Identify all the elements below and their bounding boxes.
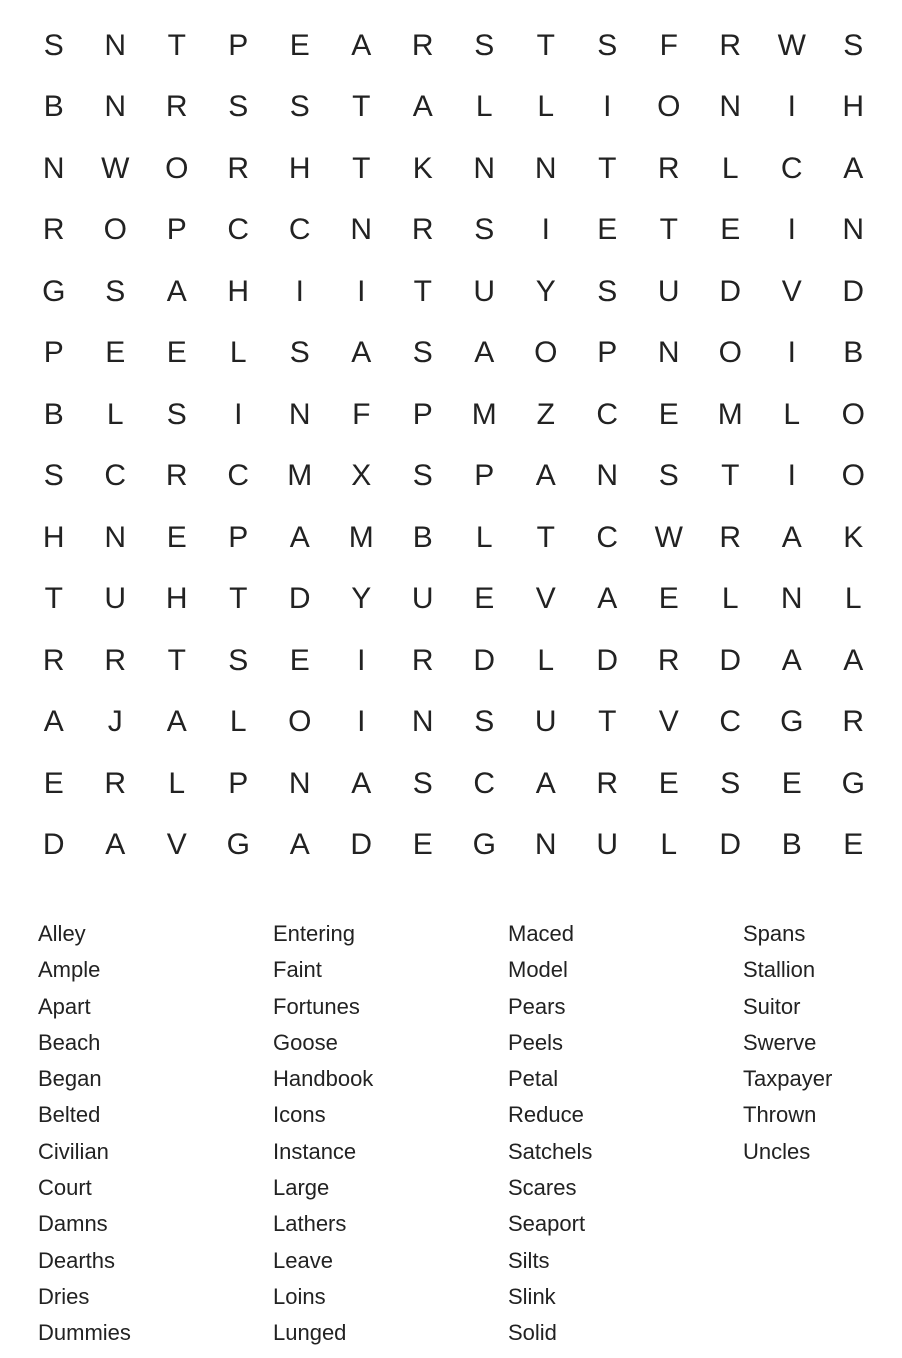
grid-cell[interactable]: S <box>105 274 126 308</box>
grid-cell[interactable]: N <box>288 397 311 431</box>
grid-cell[interactable]: I <box>603 90 612 124</box>
grid-cell[interactable]: I <box>787 336 796 370</box>
grid-cell[interactable]: I <box>295 274 304 308</box>
grid-cell[interactable]: N <box>657 336 680 370</box>
word-list-item: Scares <box>508 1175 577 1201</box>
grid-cell[interactable]: D <box>42 828 65 862</box>
grid-cell[interactable]: E <box>289 643 310 677</box>
grid-cell[interactable]: J <box>107 705 123 739</box>
grid-cell[interactable]: U <box>534 705 557 739</box>
grid-cell[interactable]: S <box>228 90 249 124</box>
grid-cell[interactable]: O <box>288 705 312 739</box>
grid-cell[interactable]: H <box>842 90 865 124</box>
grid-cell[interactable]: H <box>165 582 188 616</box>
grid-cell[interactable]: T <box>352 90 371 124</box>
grid-cell[interactable]: I <box>787 213 796 247</box>
word-list-item: Beach <box>38 1029 101 1055</box>
grid-cell[interactable]: L <box>783 397 801 431</box>
grid-cell[interactable]: N <box>780 582 803 616</box>
grid-cell[interactable]: D <box>350 828 373 862</box>
grid-cell[interactable]: R <box>411 28 434 62</box>
grid-cell[interactable]: R <box>42 643 65 677</box>
grid-cell[interactable]: D <box>473 643 496 677</box>
word-list-item: Entering <box>273 921 355 946</box>
grid-cell[interactable]: R <box>411 213 434 247</box>
grid-cell[interactable]: U <box>473 274 496 308</box>
word-list-item: Leave <box>273 1247 333 1273</box>
word-list-item: Thrown <box>743 1102 817 1128</box>
grid-cell[interactable]: T <box>536 520 555 554</box>
word-list-item: Dummies <box>38 1320 131 1346</box>
grid-cell[interactable]: R <box>719 520 742 554</box>
grid-cell[interactable]: K <box>412 151 433 185</box>
grid-cell[interactable]: M <box>348 520 374 554</box>
word-list-column <box>743 916 902 1352</box>
grid-cell[interactable]: N <box>288 766 311 800</box>
grid-cell[interactable]: E <box>843 828 864 862</box>
grid-cell[interactable]: T <box>598 151 617 185</box>
grid-cell[interactable]: G <box>841 766 865 800</box>
grid-cell[interactable]: P <box>166 213 187 247</box>
grid-cell[interactable]: A <box>289 520 310 554</box>
grid-cell[interactable]: E <box>720 213 741 247</box>
grid-cell[interactable]: E <box>105 336 126 370</box>
grid-cell[interactable]: W <box>777 28 806 62</box>
grid-cell[interactable]: R <box>165 90 188 124</box>
grid-cell[interactable]: S <box>166 397 187 431</box>
grid-cell[interactable]: O <box>534 336 558 370</box>
grid-cell[interactable]: D <box>596 643 619 677</box>
grid-cell[interactable]: P <box>474 459 495 493</box>
grid-cell[interactable]: L <box>106 397 124 431</box>
grid-cell[interactable]: P <box>228 766 249 800</box>
word-list-item: Maced <box>508 921 575 946</box>
grid-cell[interactable]: D <box>719 828 742 862</box>
grid-cell[interactable]: T <box>536 28 555 62</box>
word-list-item: Taxpayer <box>743 1066 833 1092</box>
word-list-column <box>508 916 743 1352</box>
grid-cell[interactable]: S <box>474 705 495 739</box>
grid-cell[interactable]: S <box>720 766 741 800</box>
grid-cell[interactable]: U <box>596 828 619 862</box>
grid-cell[interactable]: S <box>412 336 433 370</box>
grid-cell[interactable]: A <box>843 643 864 677</box>
grid-cell[interactable]: O <box>165 151 189 185</box>
word-list-item: Loins <box>273 1283 326 1309</box>
grid-cell[interactable]: F <box>659 28 678 62</box>
grid-cell[interactable]: S <box>597 28 618 62</box>
grid-cell[interactable]: B <box>843 336 864 370</box>
grid-cell[interactable]: R <box>104 766 127 800</box>
word-list-item: Uncles <box>743 1138 811 1164</box>
grid-cell[interactable]: S <box>843 28 864 62</box>
grid-cell[interactable]: L <box>168 766 186 800</box>
grid-cell[interactable]: E <box>658 397 679 431</box>
grid-cell[interactable]: M <box>717 397 743 431</box>
grid-cell[interactable]: E <box>412 828 433 862</box>
grid-cell[interactable]: R <box>411 643 434 677</box>
word-list-item: Belted <box>38 1102 101 1128</box>
grid-cell[interactable]: N <box>104 28 127 62</box>
grid-cell[interactable]: R <box>165 459 188 493</box>
grid-cell[interactable]: N <box>473 151 496 185</box>
word-list-item: Fortunes <box>273 993 360 1019</box>
grid-cell[interactable]: F <box>352 397 371 431</box>
word-list-item: Handbook <box>273 1066 374 1092</box>
grid-cell[interactable]: H <box>42 520 65 554</box>
word-list-item: Instance <box>273 1138 357 1164</box>
word-list-item: Large <box>273 1175 330 1201</box>
word-list-item: Petal <box>508 1066 559 1092</box>
grid-cell[interactable]: A <box>166 705 187 739</box>
grid-cell[interactable]: N <box>411 705 434 739</box>
grid-cell[interactable]: A <box>535 459 556 493</box>
word-list-item: Stallion <box>743 957 816 983</box>
grid-cell[interactable]: V <box>781 274 802 308</box>
grid-cell[interactable]: R <box>657 151 680 185</box>
word-list-item: Ample <box>38 957 101 983</box>
grid-cell[interactable]: C <box>473 766 496 800</box>
grid-cell[interactable]: X <box>351 459 372 493</box>
grid-cell[interactable]: M <box>287 459 313 493</box>
grid-cell[interactable]: E <box>658 582 679 616</box>
grid-cell[interactable]: L <box>844 582 862 616</box>
word-list-item: Seaport <box>508 1211 586 1237</box>
grid-cell[interactable]: S <box>597 274 618 308</box>
grid-cell[interactable]: L <box>721 151 739 185</box>
grid-cell[interactable]: D <box>719 643 742 677</box>
grid-cell[interactable]: S <box>474 213 495 247</box>
grid-cell[interactable]: I <box>234 397 243 431</box>
grid-cell[interactable]: W <box>101 151 130 185</box>
grid-cell[interactable]: P <box>412 397 433 431</box>
grid-cell[interactable]: G <box>472 828 496 862</box>
grid-cell[interactable]: S <box>228 643 249 677</box>
word-list-item: Satchels <box>508 1138 593 1164</box>
grid-cell[interactable]: I <box>787 90 796 124</box>
word-list <box>38 916 898 1352</box>
word-list-item: Damns <box>38 1211 108 1237</box>
grid-cell[interactable]: B <box>412 520 433 554</box>
grid-cell[interactable]: B <box>781 828 802 862</box>
grid-cell[interactable]: S <box>43 28 64 62</box>
grid-cell[interactable]: E <box>474 582 495 616</box>
grid-cell[interactable]: O <box>841 459 865 493</box>
grid-cell[interactable]: L <box>475 520 493 554</box>
grid-cell[interactable]: S <box>43 459 64 493</box>
word-list-item: Goose <box>273 1029 338 1055</box>
word-list-item: Dries <box>38 1283 90 1309</box>
word-list-item: Civilian <box>38 1138 109 1164</box>
grid-cell[interactable]: E <box>781 766 802 800</box>
grid-cell[interactable]: M <box>471 397 497 431</box>
grid-cell[interactable]: S <box>289 336 310 370</box>
word-list-item: Reduce <box>508 1102 584 1128</box>
grid-cell[interactable]: A <box>412 90 433 124</box>
grid-cell[interactable]: O <box>657 90 681 124</box>
grid-cell[interactable]: R <box>227 151 250 185</box>
grid-cell[interactable]: T <box>598 705 617 739</box>
grid-cell[interactable]: S <box>474 28 495 62</box>
word-list-item: Faint <box>273 957 322 983</box>
grid-cell[interactable]: H <box>288 151 311 185</box>
grid-cell[interactable]: T <box>352 151 371 185</box>
grid-cell[interactable]: N <box>596 459 619 493</box>
grid-cell[interactable]: D <box>842 274 865 308</box>
word-list-item: Silts <box>508 1247 550 1273</box>
grid-cell[interactable]: C <box>227 459 250 493</box>
grid-cell[interactable]: I <box>357 705 366 739</box>
grid-cell[interactable]: V <box>166 828 187 862</box>
word-list-item: Model <box>508 957 568 983</box>
grid-cell[interactable]: T <box>721 459 740 493</box>
grid-cell[interactable]: R <box>596 766 619 800</box>
grid-cell[interactable]: E <box>166 336 187 370</box>
grid-cell[interactable]: P <box>228 28 249 62</box>
word-list-item: Peels <box>508 1029 564 1055</box>
grid-cell[interactable]: R <box>657 643 680 677</box>
grid-cell[interactable]: L <box>721 582 739 616</box>
grid-cell[interactable]: R <box>42 213 65 247</box>
grid-cell[interactable]: O <box>841 397 865 431</box>
word-list-item: Began <box>38 1066 102 1092</box>
grid-cell[interactable]: H <box>227 274 250 308</box>
grid-cell[interactable]: A <box>351 766 372 800</box>
grid-cell[interactable]: N <box>42 151 65 185</box>
grid-cell[interactable]: T <box>44 582 63 616</box>
letter-grid <box>23 15 883 876</box>
word-list-item: Court <box>38 1175 92 1201</box>
grid-cell[interactable]: N <box>719 90 742 124</box>
word-list-item: Lunged <box>273 1320 347 1346</box>
grid-cell[interactable]: A <box>781 643 802 677</box>
grid-cell[interactable]: G <box>226 828 250 862</box>
grid-cell[interactable]: C <box>227 213 250 247</box>
grid-cell[interactable]: R <box>104 643 127 677</box>
grid-cell[interactable]: D <box>719 274 742 308</box>
grid-cell[interactable]: B <box>43 90 64 124</box>
grid-cell[interactable]: G <box>42 274 66 308</box>
grid-cell[interactable]: L <box>229 336 247 370</box>
grid-cell[interactable]: S <box>412 766 433 800</box>
grid-cell[interactable]: Z <box>536 397 555 431</box>
grid-cell[interactable]: A <box>535 766 556 800</box>
grid-cell[interactable]: E <box>166 520 187 554</box>
grid-cell[interactable]: N <box>534 828 557 862</box>
grid-cell[interactable]: L <box>229 705 247 739</box>
grid-cell[interactable]: L <box>537 643 555 677</box>
grid-cell[interactable]: R <box>719 28 742 62</box>
grid-cell[interactable]: N <box>104 90 127 124</box>
word-list-item: Spans <box>743 921 806 946</box>
grid-cell[interactable]: Y <box>535 274 556 308</box>
grid-cell[interactable]: T <box>167 643 186 677</box>
grid-cell[interactable]: A <box>351 28 372 62</box>
grid-cell[interactable]: O <box>103 213 127 247</box>
grid-cell[interactable]: T <box>229 582 248 616</box>
grid-cell[interactable]: O <box>718 336 742 370</box>
grid-cell[interactable]: I <box>787 459 796 493</box>
word-list-item: Icons <box>273 1102 326 1128</box>
grid-cell[interactable]: K <box>843 520 864 554</box>
word-list-item: Dearths <box>38 1247 116 1273</box>
grid-cell[interactable]: E <box>658 766 679 800</box>
grid-cell[interactable]: V <box>535 582 556 616</box>
grid-cell[interactable]: C <box>719 705 742 739</box>
word-list-item: Pears <box>508 993 566 1019</box>
grid-cell[interactable]: I <box>357 643 366 677</box>
grid-cell[interactable]: E <box>289 28 310 62</box>
grid-cell[interactable]: B <box>43 397 64 431</box>
grid-cell[interactable]: U <box>657 274 680 308</box>
grid-cell[interactable]: A <box>43 705 64 739</box>
grid-cell[interactable]: C <box>596 520 619 554</box>
grid-cell[interactable]: Y <box>351 582 372 616</box>
grid-cell[interactable]: W <box>654 520 683 554</box>
grid-cell[interactable]: A <box>166 274 187 308</box>
grid-cell[interactable]: T <box>413 274 432 308</box>
grid-cell[interactable]: P <box>228 520 249 554</box>
grid-cell[interactable]: N <box>350 213 373 247</box>
grid-cell[interactable]: U <box>104 582 127 616</box>
grid-cell[interactable]: I <box>541 213 550 247</box>
grid-cell[interactable]: S <box>658 459 679 493</box>
grid-cell[interactable]: T <box>659 213 678 247</box>
word-list-item: Alley <box>38 921 86 946</box>
grid-cell[interactable]: T <box>167 28 186 62</box>
grid-cell[interactable]: A <box>474 336 495 370</box>
grid-cell[interactable]: N <box>104 520 127 554</box>
grid-cell[interactable]: V <box>658 705 679 739</box>
grid-cell[interactable]: L <box>537 90 555 124</box>
grid-cell[interactable]: C <box>104 459 127 493</box>
grid-cell[interactable]: A <box>351 336 372 370</box>
grid-cell[interactable]: N <box>534 151 557 185</box>
word-list-item: Suitor <box>743 993 801 1019</box>
grid-cell[interactable]: C <box>596 397 619 431</box>
grid-cell[interactable]: L <box>660 828 678 862</box>
word-list-column <box>38 916 273 1352</box>
grid-cell[interactable]: A <box>597 582 618 616</box>
grid-cell[interactable]: N <box>842 213 865 247</box>
grid-cell[interactable]: A <box>105 828 126 862</box>
grid-cell[interactable]: E <box>43 766 64 800</box>
grid-cell[interactable]: D <box>288 582 311 616</box>
word-list-column <box>273 916 508 1352</box>
grid-cell[interactable]: C <box>288 213 311 247</box>
word-list-item: Slink <box>508 1283 556 1309</box>
grid-cell[interactable]: I <box>357 274 366 308</box>
grid-cell[interactable]: A <box>781 520 802 554</box>
grid-cell[interactable]: R <box>842 705 865 739</box>
grid-cell[interactable]: G <box>780 705 804 739</box>
grid-cell[interactable]: U <box>411 582 434 616</box>
word-list-item: Solid <box>508 1320 557 1346</box>
grid-cell[interactable]: P <box>597 336 618 370</box>
word-list-item: Lathers <box>273 1211 347 1237</box>
grid-cell[interactable]: A <box>289 828 310 862</box>
grid-cell[interactable]: S <box>289 90 310 124</box>
grid-cell[interactable]: L <box>475 90 493 124</box>
grid-cell[interactable]: P <box>43 336 64 370</box>
grid-cell[interactable]: A <box>843 151 864 185</box>
word-list-item: Swerve <box>743 1029 817 1055</box>
grid-cell[interactable]: C <box>780 151 803 185</box>
grid-cell[interactable]: S <box>412 459 433 493</box>
word-list-item: Apart <box>38 993 91 1019</box>
grid-cell[interactable]: E <box>597 213 618 247</box>
